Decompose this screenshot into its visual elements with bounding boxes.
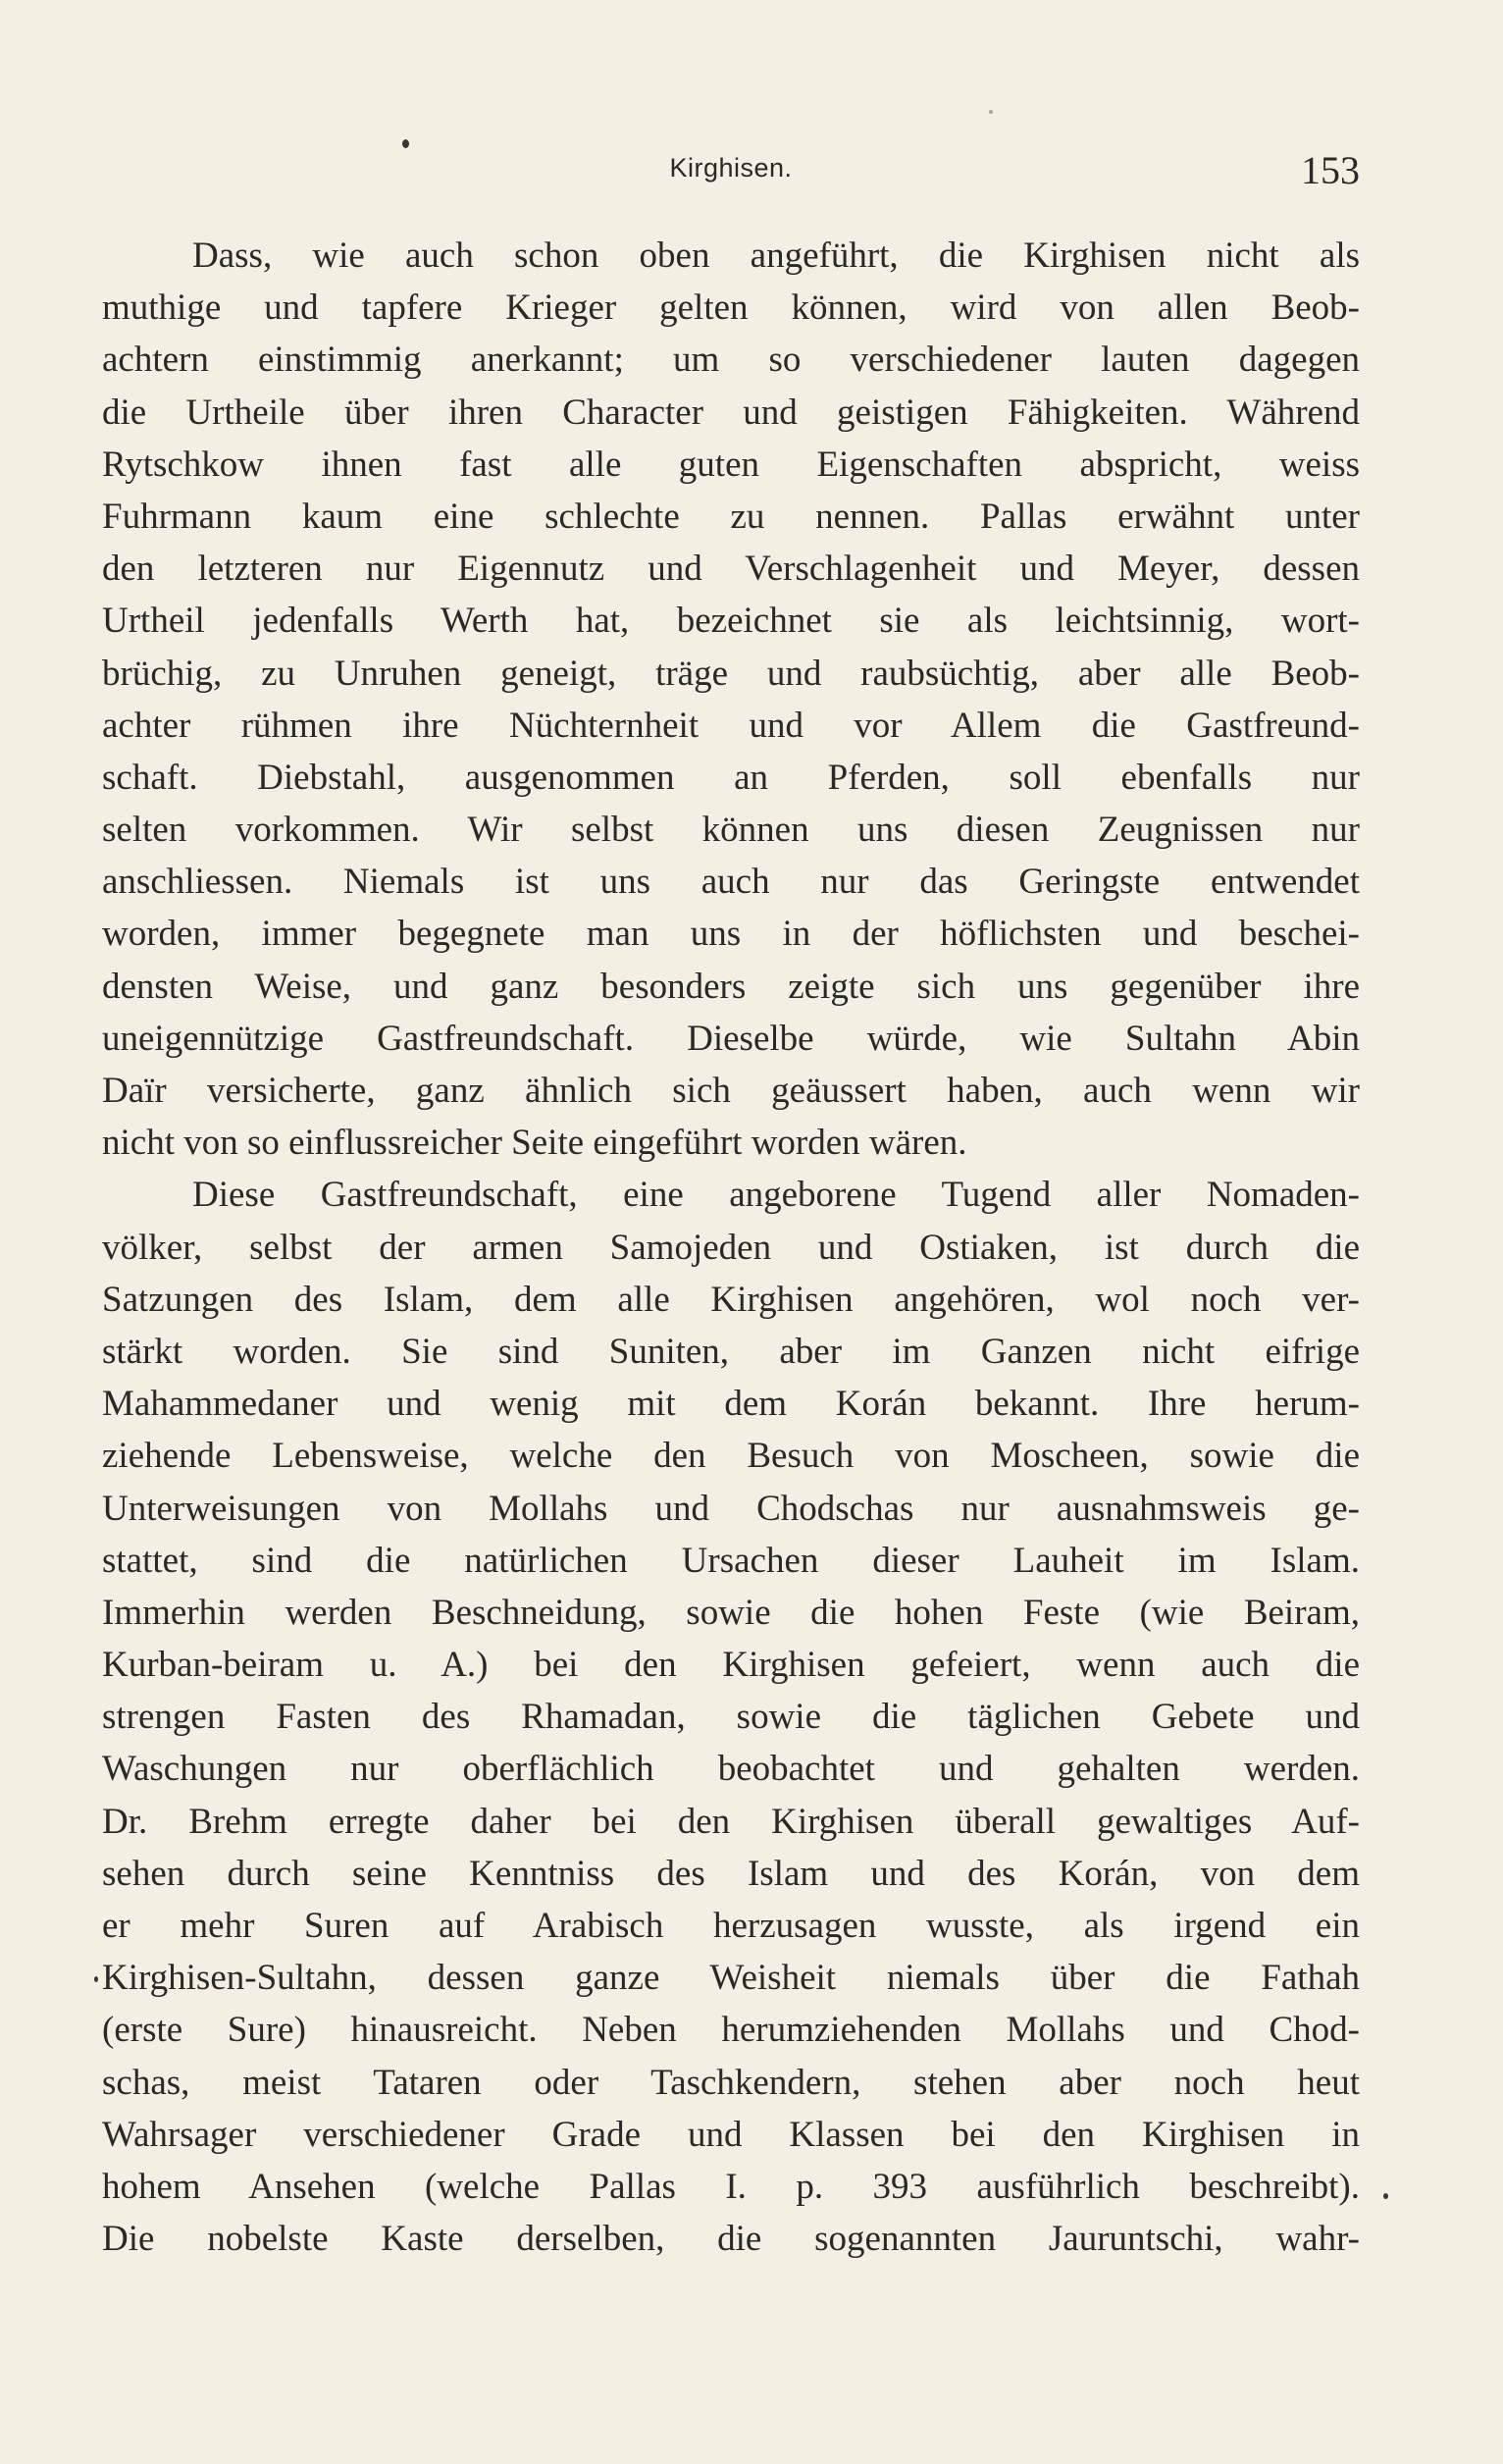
text-line: sehen durch seine Kenntniss des Islam und des Korán, von dem	[102, 1853, 1360, 1894]
text-line: er mehr Suren auf Arabisch herzusagen wusste, als irgend ein	[102, 1906, 1360, 1946]
page-number: 153	[1301, 148, 1360, 192]
text-line: Dr. Brehm erregte daher bei den Kirghisen überall gewaltiges Auf-	[102, 1801, 1360, 1842]
text-line: Mahammedaner und wenig mit dem Korán bekannt. Ihre herum-	[102, 1384, 1360, 1425]
text-line: Kurban-beiram u. A.) bei den Kirghisen gefeiert, wenn auch die	[102, 1645, 1360, 1686]
text-line: Diese Gastfreundschaft, eine angeborene Tugend aller Nomaden-	[192, 1175, 1360, 1216]
text-line: stärkt worden. Sie sind Suniten, aber im Ganzen nicht eifrige	[102, 1331, 1360, 1372]
text-line: Die nobelste Kaste derselben, die sogenannten Jauruntschi, wahr-	[102, 2219, 1360, 2260]
text-line: anschliessen. Niemals ist uns auch nur das Geringste entwendet	[102, 862, 1360, 903]
text-line: nicht von so einflussreicher Seite eingeführt worden wären.	[102, 1123, 967, 1164]
text-line: muthige und tapfere Krieger gelten können, wird von allen Beob-	[102, 288, 1360, 329]
text-line: Kirghisen-Sultahn, dessen ganze Weisheit niemals über die Fathah	[102, 1958, 1360, 1999]
text-line: Immerhin werden Beschneidung, sowie die hohen Feste (wie Beiram,	[102, 1592, 1360, 1633]
text-line: Wahrsager verschiedener Grade und Klassen bei den Kirghisen in	[102, 2114, 1360, 2155]
text-line: Dass, wie auch schon oben angeführt, die Kirghisen nicht als	[192, 236, 1360, 276]
text-line: strengen Fasten des Rhamadan, sowie die täglichen Gebete und	[102, 1697, 1360, 1738]
text-line: Waschungen nur oberflächlich beobachtet und gehalten werden.	[102, 1749, 1360, 1790]
text-line: schaft. Diebstahl, ausgenommen an Pferden, soll ebenfalls nur	[102, 757, 1360, 798]
text-line: schas, meist Tataren oder Taschkendern, stehen aber noch heut	[102, 2062, 1360, 2103]
text-line: Fuhrmann kaum eine schlechte zu nennen. Pallas erwähnt unter	[102, 496, 1360, 537]
running-head	[102, 147, 1360, 196]
text-line: Unterweisungen von Mollahs und Chodschas nur ausnahmsweis ge-	[102, 1488, 1360, 1529]
text-line: (erste Sure) hinausreicht. Neben herumziehenden Mollahs und Chod-	[102, 2010, 1360, 2051]
text-line: achtern einstimmig anerkannt; um so verschiedener lauten dagegen	[102, 340, 1360, 381]
running-title: Kirghisen.	[669, 153, 793, 183]
text-line: ziehende Lebensweise, welche den Besuch von Moscheen, sowie die	[102, 1436, 1360, 1477]
text-line: selten vorkommen. Wir selbst können uns diesen Zeugnissen nur	[102, 810, 1360, 851]
text-line: hohem Ansehen (welche Pallas I. p. 393 ausführlich beschreibt).	[102, 2166, 1360, 2207]
text-line: worden, immer begegnete man uns in der höflichsten und beschei-	[102, 914, 1360, 955]
text-line: achter rühmen ihre Nüchternheit und vor Allem die Gastfreund-	[102, 705, 1360, 746]
ink-speck	[94, 1976, 98, 1982]
text-line: völker, selbst der armen Samojeden und Ostiaken, ist durch die	[102, 1227, 1360, 1268]
text-line: Satzungen des Islam, dem alle Kirghisen angehören, wol noch ver-	[102, 1279, 1360, 1320]
text-line: brüchig, zu Unruhen geneigt, träge und raubsüchtig, aber alle Beob-	[102, 653, 1360, 694]
ink-speck	[989, 110, 993, 114]
text-line: die Urtheile über ihren Character und geistigen Fähigkeiten. Während	[102, 392, 1360, 433]
ink-speck	[1383, 2193, 1388, 2199]
text-line: uneigennützige Gastfreundschaft. Dieselbe würde, wie Sultahn Abin	[102, 1018, 1360, 1059]
text-line: Daïr versicherte, ganz ähnlich sich geäussert haben, auch wenn wir	[102, 1071, 1360, 1111]
text-line: Urtheil jedenfalls Werth hat, bezeichnet sie als leichtsinnig, wort-	[102, 601, 1360, 642]
text-line: stattet, sind die natürlichen Ursachen dieser Lauheit im Islam.	[102, 1540, 1360, 1581]
body-text	[102, 230, 1360, 2265]
text-line: den letzteren nur Eigennutz und Verschlagenheit und Meyer, dessen	[102, 549, 1360, 590]
text-line: densten Weise, und ganz besonders zeigte sich uns gegenüber ihre	[102, 966, 1360, 1007]
text-line: Rytschkow ihnen fast alle guten Eigenschaften abspricht, weiss	[102, 444, 1360, 485]
